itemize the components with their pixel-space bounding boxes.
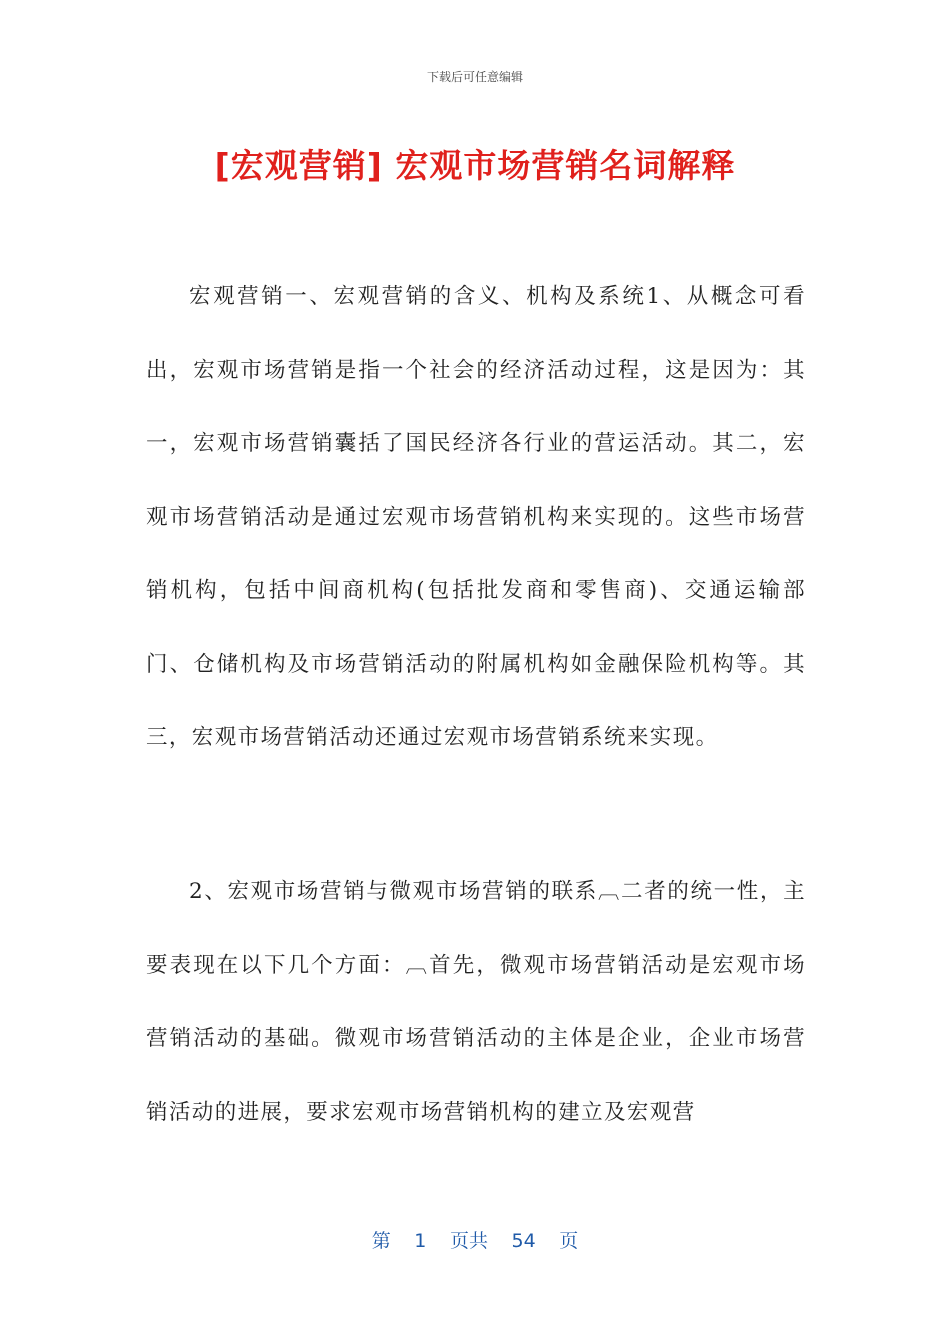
document-title: [宏观营销] 宏观市场营销名词解释 [214, 146, 736, 185]
footer-prefix: 第 [371, 1230, 391, 1252]
footer-current-page: 1 [414, 1230, 427, 1252]
header-note: 下载后可任意编辑 [426, 70, 523, 84]
body-paragraph-2: 2、宏观市场营销与微观市场营销的联系︹二者的统一性，主要表现在以下几个方面：︹首先，微观市场营销活动是宏观市场营销活动的基础。微观市场营销活动的主体是企业，企业市场营销活动的进展，要求宏观市场营销机构的建立及宏观营 [146, 879, 806, 1125]
body-paragraph-1: 宏观营销一、宏观营销的含义、机构及系统1、从概念可看出，宏观市场营销是指一个社会的经济活动过程，这是因为：其一，宏观市场营销囊括了国民经济各行业的营运活动。其二，宏观市场营销活动是通过宏观市场营销机构来实现的。这些市场营销机构，包括中间商机构(包括批发商和零售商)、交通运输部门、仓储机构及市场营销活动的附属机构如金融保险机构等。其三，宏观市场营销活动还通过宏观市场营销系统来实现。 [146, 284, 806, 750]
footer-suffix: 页 [559, 1230, 579, 1252]
footer-middle: 页共 [449, 1230, 488, 1252]
footer-total-pages: 54 [511, 1230, 536, 1252]
page-footer [0, 1226, 950, 1253]
